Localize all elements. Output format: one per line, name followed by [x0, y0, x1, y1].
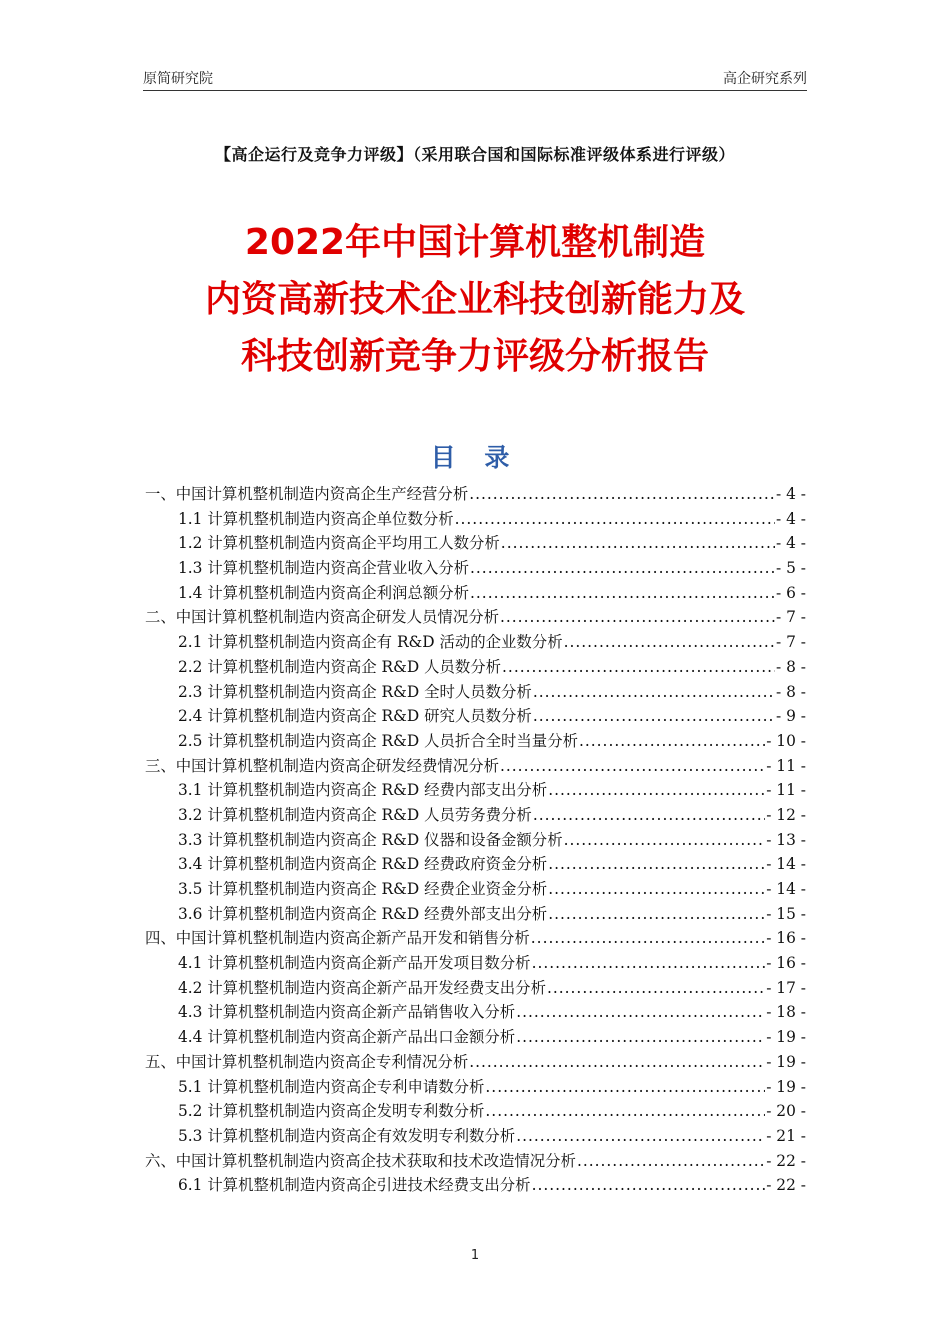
toc-entry[interactable] [145, 581, 806, 606]
toc-entry-page: - 16 - [766, 954, 806, 973]
toc-entry-title: 1.2 计算机整机制造内资高企平均用工人数分析 [178, 534, 500, 553]
toc-entry-title: 四、中国计算机整机制造内资高企新产品开发和销售分析 [145, 929, 530, 948]
toc-dot-leader [502, 658, 775, 676]
toc-entry-page: - 13 - [766, 830, 806, 849]
toc-entry[interactable] [145, 877, 806, 902]
title-line-3: 科技创新竞争力评级分析报告 [240, 336, 709, 377]
toc-entry-title: 一、中国计算机整机制造内资高企生产经营分析 [145, 485, 469, 503]
toc-dot-leader [469, 485, 775, 503]
toc-entry[interactable] [145, 655, 806, 680]
toc-dot-leader [579, 732, 765, 750]
toc-entry[interactable] [145, 1173, 806, 1198]
title-line-2: 内资高新技术企业科技创新能力及 [204, 279, 745, 320]
toc-entry-title: 3.3 计算机整机制造内资高企 R&D 仪器和设备金额分析 [178, 830, 563, 849]
toc-entry[interactable] [145, 630, 806, 655]
report-title [0, 214, 950, 385]
toc-entry-title: 2.1 计算机整机制造内资高企有 R&D 活动的企业数分析 [178, 633, 563, 652]
toc-entry-title: 2.4 计算机整机制造内资高企 R&D 研究人员数分析 [178, 707, 532, 726]
toc-entry-title: 3.4 计算机整机制造内资高企 R&D 经费政府资金分析 [178, 855, 548, 874]
toc-entry[interactable] [145, 531, 806, 556]
toc-entry-page: - 7 - [776, 608, 806, 627]
toc-entry[interactable] [145, 729, 806, 754]
toc-dot-leader [516, 1028, 765, 1046]
toc-entry-page: - 11 - [766, 756, 806, 775]
toc-entry[interactable] [145, 1124, 806, 1149]
toc-entry-page: - 12 - [766, 805, 806, 824]
toc-entry-title: 1.3 计算机整机制造内资高企营业收入分析 [178, 559, 470, 578]
toc-dot-leader [455, 510, 775, 528]
toc-entry-title: 1.4 计算机整机制造内资高企利润总额分析 [178, 583, 470, 602]
toc-dot-leader [531, 929, 765, 947]
toc-entry[interactable] [145, 680, 806, 705]
toc-entry[interactable] [145, 556, 806, 581]
toc-entry-title: 3.1 计算机整机制造内资高企 R&D 经费内部支出分析 [178, 781, 548, 800]
toc-entry-page: - 18 - [766, 1003, 806, 1022]
toc-entry[interactable] [145, 926, 806, 951]
toc-dot-leader [564, 633, 775, 651]
toc-entry[interactable] [145, 1025, 806, 1050]
toc-entry-page: - 21 - [766, 1126, 806, 1145]
toc-entry[interactable] [145, 1099, 806, 1124]
toc-dot-leader [548, 855, 765, 873]
toc-dot-leader [501, 534, 775, 552]
toc-dot-leader [470, 584, 775, 602]
toc-entry-page: - 8 - [776, 657, 806, 676]
header-series-name: 高企研究系列 [723, 71, 807, 87]
toc-entry-page: - 17 - [766, 978, 806, 997]
toc-dot-leader [533, 683, 775, 701]
toc-dot-leader [485, 1078, 765, 1096]
toc-dot-leader [516, 1127, 765, 1145]
toc-entry[interactable] [145, 482, 806, 507]
toc-entry-page: - 14 - [766, 855, 806, 874]
toc-entry-page: - 19 - [766, 1028, 806, 1047]
toc-entry[interactable] [145, 951, 806, 976]
toc-entry-title: 4.1 计算机整机制造内资高企新产品开发项目数分析 [178, 954, 531, 973]
toc-entry-title: 六、中国计算机整机制造内资高企技术获取和技术改造情况分析 [145, 1151, 576, 1170]
toc-entry[interactable] [145, 828, 806, 853]
toc-entry[interactable] [145, 1050, 806, 1075]
toc-dot-leader [548, 880, 765, 898]
toc-entry-title: 5.3 计算机整机制造内资高企有效发明专利数分析 [178, 1126, 516, 1145]
title-line-1: 2022年中国计算机整机制造 [244, 222, 706, 263]
toc-entry-page: - 19 - [766, 1077, 806, 1096]
toc-entry[interactable] [145, 976, 806, 1001]
toc-entry-title: 1.1 计算机整机制造内资高企单位数分析 [178, 509, 454, 528]
toc-entry-page: - 15 - [766, 904, 806, 923]
toc-dot-leader [485, 1102, 765, 1120]
rating-tag-line: 【高企运行及竞争力评级】（采用联合国和国际标准评级体系进行评级） [214, 145, 735, 164]
toc-entry-page: - 11 - [766, 781, 806, 800]
toc-entry-page: - 4 - [776, 509, 806, 528]
page-header [143, 64, 807, 91]
toc-dot-leader [516, 1003, 765, 1021]
toc-dot-leader [533, 707, 775, 725]
toc-entry-title: 5.2 计算机整机制造内资高企发明专利数分析 [178, 1102, 485, 1121]
toc-entry-page: - 7 - [776, 633, 806, 652]
toc-entry-page: - 6 - [776, 583, 806, 602]
header-org-name: 原简研究院 [143, 71, 213, 87]
toc-entry-title: 五、中国计算机整机制造内资高企专利情况分析 [145, 1052, 469, 1071]
toc-entry-title: 3.2 计算机整机制造内资高企 R&D 人员劳务费分析 [178, 805, 532, 824]
toc-entry-page: - 19 - [766, 1052, 806, 1071]
toc-entry-title: 三、中国计算机整机制造内资高企研发经费情况分析 [145, 756, 499, 775]
toc-entry-title: 3.6 计算机整机制造内资高企 R&D 经费外部支出分析 [178, 904, 548, 923]
toc-entry[interactable] [145, 1149, 806, 1174]
toc-entry[interactable] [145, 754, 806, 779]
toc-entry[interactable] [145, 605, 806, 630]
toc-entry[interactable] [145, 507, 806, 532]
toc-entry-page: - 5 - [776, 559, 806, 578]
toc-entry-page: - 14 - [766, 880, 806, 898]
toc-dot-leader [500, 608, 775, 626]
toc-dot-leader [548, 905, 765, 923]
toc-entry-page: - 9 - [776, 707, 806, 726]
toc-heading: 目 录 [430, 443, 520, 472]
toc-entry[interactable] [145, 778, 806, 803]
toc-dot-leader [532, 954, 766, 972]
toc-entry-page: - 20 - [766, 1102, 806, 1121]
toc-dot-leader [564, 831, 766, 849]
toc-entry-page: - 4 - [776, 485, 806, 503]
toc-entry-title: 二、中国计算机整机制造内资高企研发人员情况分析 [145, 608, 499, 627]
toc-entry[interactable] [145, 1075, 806, 1100]
toc-dot-leader [532, 1176, 766, 1194]
toc-entry[interactable] [145, 704, 806, 729]
toc-dot-leader [469, 1053, 765, 1071]
toc-dot-leader [470, 559, 775, 577]
toc-entry[interactable] [145, 902, 806, 927]
toc-entry[interactable] [145, 1000, 806, 1025]
toc-entry-page: - 10 - [766, 731, 806, 750]
page-number: 1 [470, 1248, 480, 1263]
toc-entry-page: - 22 - [766, 1151, 806, 1170]
toc-entry-title: 3.5 计算机整机制造内资高企 R&D 经费企业资金分析 [178, 880, 548, 898]
toc-entry-page: - 8 - [776, 682, 806, 701]
toc-entry[interactable] [145, 803, 806, 828]
toc-entry-title: 2.5 计算机整机制造内资高企 R&D 人员折合全时当量分析 [178, 731, 578, 750]
toc-entry-title: 2.2 计算机整机制造内资高企 R&D 人员数分析 [178, 657, 502, 676]
toc-entry-page: - 16 - [766, 929, 806, 948]
toc-entry-title: 6.1 计算机整机制造内资高企引进技术经费支出分析 [178, 1176, 531, 1195]
toc-dot-leader [533, 806, 765, 824]
toc-dot-leader [547, 979, 765, 997]
toc-dot-leader [500, 757, 765, 775]
toc-entry-title: 4.2 计算机整机制造内资高企新产品开发经费支出分析 [178, 978, 546, 997]
toc-entry-page: - 22 - [766, 1176, 806, 1195]
toc-entry-title: 2.3 计算机整机制造内资高企 R&D 全时人员数分析 [178, 682, 532, 701]
toc-entry-title: 4.4 计算机整机制造内资高企新产品出口金额分析 [178, 1028, 516, 1047]
table-of-contents [145, 482, 806, 1198]
toc-entry-page: - 4 - [776, 534, 806, 553]
toc-entry-title: 5.1 计算机整机制造内资高企专利申请数分析 [178, 1077, 485, 1096]
toc-dot-leader [548, 781, 765, 799]
toc-entry-title: 4.3 计算机整机制造内资高企新产品销售收入分析 [178, 1003, 516, 1022]
toc-dot-leader [577, 1152, 765, 1170]
toc-entry[interactable] [145, 852, 806, 877]
